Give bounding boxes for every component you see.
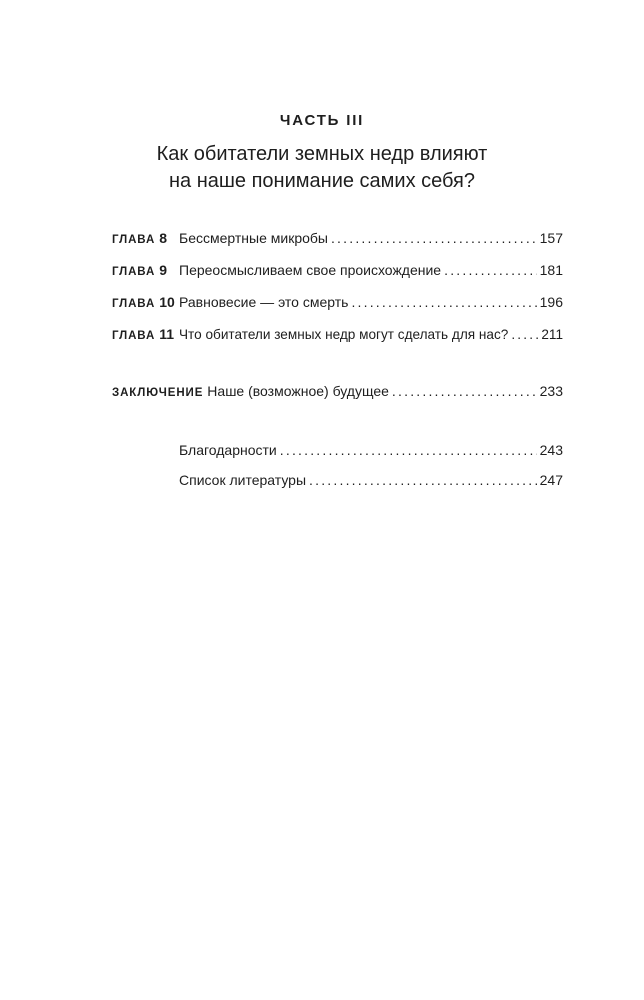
chapter-word: ГЛАВА	[112, 298, 156, 310]
toc-entry-chapter-11[interactable]	[112, 324, 563, 344]
part-title	[0, 141, 644, 195]
toc-entry-chapter-9[interactable]	[112, 260, 563, 280]
chapter-title: Что обитатели земных недр могут сделать для нас?	[179, 327, 509, 342]
dot-leader	[511, 325, 538, 345]
chapter-label	[112, 260, 179, 282]
toc-entry-chapter-10[interactable]	[112, 292, 563, 312]
chapter-title: Равновесие — это смерть	[179, 294, 349, 310]
chapter-word: ГЛАВА	[112, 234, 156, 246]
part-title-line-1: Как обитатели земных недр влияют	[156, 143, 488, 165]
toc-entry-acknowledgements[interactable]	[112, 440, 563, 460]
toc-entry-chapter-8[interactable]	[112, 228, 563, 248]
back-matter-title: Благодарности	[179, 442, 277, 458]
conclusion-title: Наше (возможное) будущее	[207, 383, 389, 399]
chapter-number: 9	[159, 262, 168, 278]
chapter-number: 11	[159, 326, 175, 342]
page-number: 233	[539, 383, 563, 399]
chapter-number: 8	[159, 230, 168, 246]
chapter-word: ГЛАВА	[112, 330, 156, 342]
part-title-line-2: на наше понимание самих себя?	[168, 170, 476, 192]
chapter-label	[112, 324, 179, 346]
dot-leader	[331, 228, 537, 248]
page-number: 157	[539, 230, 563, 246]
chapter-title: Переосмысливаем свое происхождение	[179, 262, 442, 278]
dot-leader	[392, 381, 537, 401]
chapter-label	[112, 228, 179, 250]
dot-leader	[351, 292, 536, 312]
page-number: 243	[539, 442, 563, 458]
page-number: 181	[539, 262, 563, 278]
back-matter-title: Список литературы	[179, 472, 307, 488]
toc-entry-references[interactable]	[112, 470, 563, 490]
conclusion-label: ЗАКЛЮЧЕНИЕ	[112, 387, 204, 399]
chapter-label	[112, 292, 179, 314]
chapter-word: ГЛАВА	[112, 266, 156, 278]
dot-leader	[444, 260, 537, 280]
part-label: ЧАСТЬ III	[279, 112, 365, 129]
chapter-number: 10	[159, 294, 175, 310]
toc-entry-conclusion[interactable]	[112, 381, 563, 401]
dot-leader	[280, 440, 537, 460]
page-number: 247	[539, 472, 563, 488]
page-number: 196	[539, 294, 563, 310]
chapter-title: Бессмертные микробы	[179, 230, 328, 246]
page-number: 211	[541, 327, 563, 342]
dot-leader	[309, 470, 537, 490]
